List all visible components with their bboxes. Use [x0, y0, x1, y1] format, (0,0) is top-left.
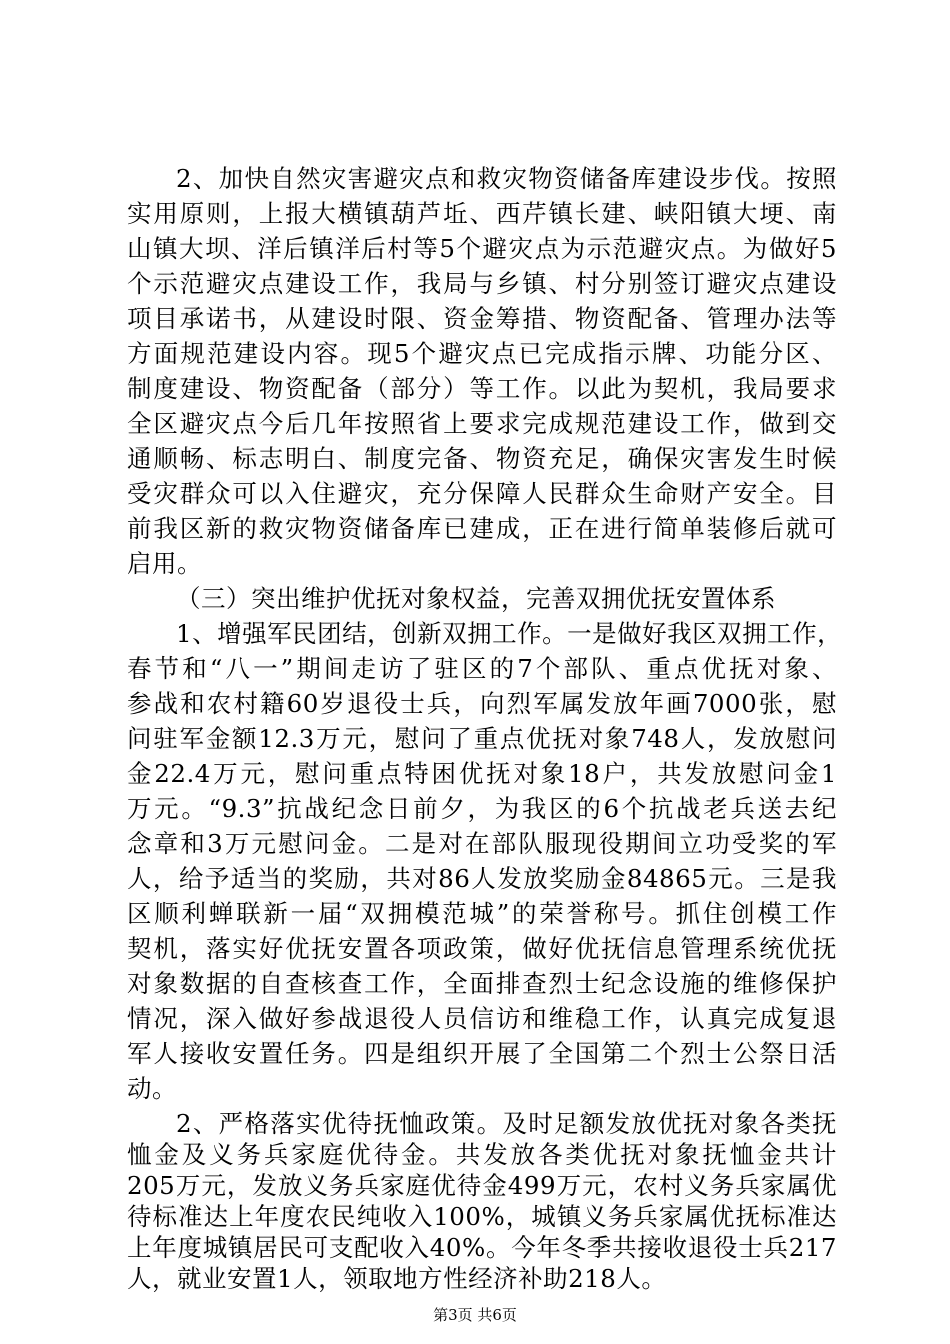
text-line: 2、严格落实优待抚恤政策。及时足额发放优抚对象各类抚: [176, 1109, 837, 1138]
text-line: 对象数据的自查核查工作，全面排查烈士纪念设施的维修保护: [127, 969, 837, 998]
text-line: 受灾群众可以入住避灾，充分保障人民群众生命财产安全。目: [127, 479, 837, 508]
text-line: 全区避灾点今后几年按照省上要求完成规范建设工作，做到交: [127, 409, 837, 438]
text-line: 念章和3万元慰问金。二是对在部队服现役期间立功受奖的军: [127, 829, 837, 858]
text-line: 金22.4万元，慰问重点特困优抚对象18户，共发放慰问金1: [127, 759, 837, 788]
text-line: 区顺利蝉联新一届“双拥模范城”的荣誉称号。抓住创模工作: [127, 899, 837, 928]
text-line: 契机，落实好优抚安置各项政策，做好优抚信息管理系统优抚: [127, 934, 837, 963]
text-line: 万元。“9.3”抗战纪念日前夕，为我区的6个抗战老兵送去纪: [127, 794, 837, 823]
text-line: 情况，深入做好参战退役人员信访和维稳工作，认真完成复退: [127, 1004, 837, 1033]
text-line: 方面规范建设内容。现5个避灾点已完成指示牌、功能分区、: [127, 339, 837, 368]
text-line: 项目承诺书，从建设时限、资金筹措、物资配备、管理办法等: [127, 304, 837, 333]
text-line: 人，给予适当的奖励，共对86人发放奖励金84865元。三是我: [127, 864, 837, 893]
text-line: 人，就业安置1人，领取地方性经济补助218人。: [127, 1264, 667, 1293]
text-line: 启用。: [127, 549, 202, 578]
text-line: 待标准达上年度农民纯收入100%，城镇义务兵家属优抚标准达: [127, 1202, 837, 1231]
text-line: 参战和农村籍60岁退役士兵，向烈军属发放年画7000张，慰: [127, 689, 837, 718]
text-line: 2、加快自然灾害避灾点和救灾物资储备库建设步伐。按照: [176, 164, 837, 193]
text-line: 动。: [127, 1074, 177, 1103]
text-line: 军人接收安置任务。四是组织开展了全国第二个烈士公祭日活: [127, 1039, 837, 1068]
text-line: 制度建设、物资配备（部分）等工作。以此为契机，我局要求: [127, 374, 837, 403]
text-line: 山镇大坝、洋后镇洋后村等5个避灾点为示范避灾点。为做好5: [127, 234, 837, 263]
text-line: 恤金及义务兵家庭优待金。共发放各类优抚对象抚恤金共计: [127, 1140, 837, 1169]
text-line: 通顺畅、标志明白、制度完备、物资充足，确保灾害发生时候: [127, 444, 837, 473]
page-number-footer: 第3页 共6页: [433, 1306, 517, 1324]
section-heading: （三）突出维护优抚对象权益，完善双拥优抚安置体系: [176, 584, 776, 613]
text-line: 上年度城镇居民可支配收入40%。今年冬季共接收退役士兵217: [127, 1233, 837, 1262]
text-line: 实用原则，上报大横镇葫芦坵、西芹镇长建、峡阳镇大埂、南: [127, 199, 837, 228]
text-line: 问驻军金额12.3万元，慰问了重点优抚对象748人，发放慰问: [127, 724, 837, 753]
text-line: 205万元，发放义务兵家庭优待金499万元，农村义务兵家属优: [127, 1171, 837, 1200]
text-line: 春节和“八一”期间走访了驻区的7个部队、重点优抚对象、: [127, 654, 837, 683]
text-line: 前我区新的救灾物资储备库已建成，正在进行简单装修后就可: [127, 514, 837, 543]
text-line: 1、增强军民团结，创新双拥工作。一是做好我区双拥工作，: [176, 619, 843, 648]
text-line: 个示范避灾点建设工作，我局与乡镇、村分别签订避灾点建设: [127, 269, 837, 298]
